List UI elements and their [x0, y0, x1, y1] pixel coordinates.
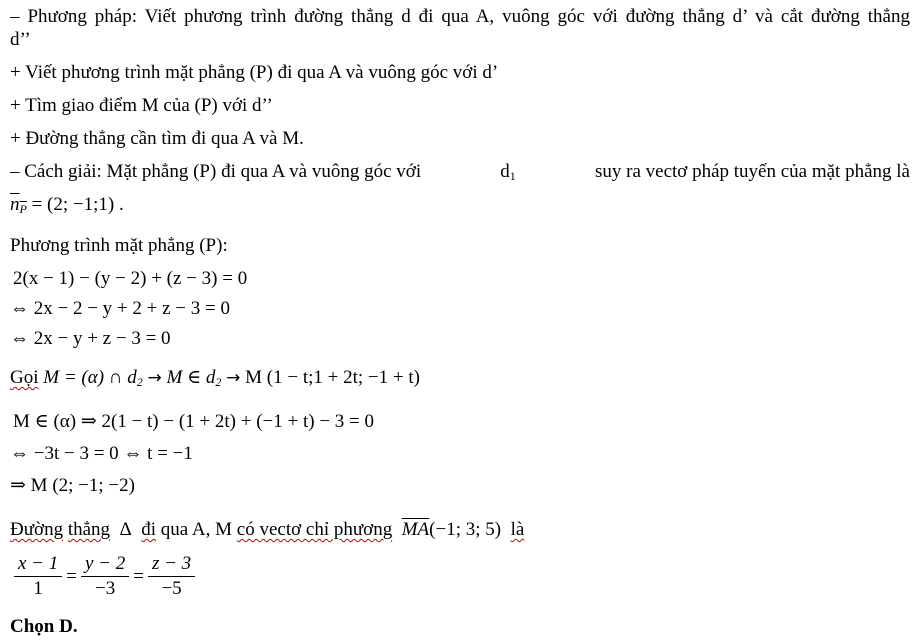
direction-vector-label: có vectơ chỉ phương: [236, 519, 393, 540]
plane-eq-3: ⇔ 2x − y + z − 3 = 0: [10, 328, 171, 349]
solution-intro-cont: suy ra vectơ pháp tuyến của mặt phẳng là: [594, 161, 910, 182]
vector-ma-value: (−1; 3; 5): [429, 519, 502, 540]
goi-word: Gọi: [10, 367, 39, 388]
normal-vector-n: $n_P$: [10, 194, 27, 216]
line-equation: [12, 552, 197, 601]
goi-expr-2: M ∈ $d_2$: [166, 367, 222, 389]
fraction-x: $\frac{x - 1}{1}$: [14, 552, 62, 601]
delta-symbol: Δ: [119, 519, 132, 540]
goi-expr-3: M (1 − t;1 + 2t; −1 + t): [245, 367, 420, 388]
method-step-1: + Viết phương trình mặt phẳng (P) đi qua A và vuông góc với d’: [10, 62, 499, 83]
normal-vector: [10, 194, 124, 220]
word-duong: Đường: [10, 519, 64, 540]
arrow-icon: →: [147, 368, 162, 388]
arrow-icon: →: [226, 368, 241, 388]
m-eq-3: ⇒ M (2; −1; −2): [10, 475, 135, 496]
plane-eq-1: 2(x − 1) − (y − 2) + (z − 3) = 0: [13, 268, 248, 289]
fraction-z: $\frac{z - 3}{-5}$: [148, 552, 195, 601]
equals-sign: =: [66, 565, 77, 587]
m-eq-2: ⇔ −3t − 3 = 0 ⇔ t = −1: [10, 443, 193, 464]
method-line-1: – Phương pháp: Viết phương trình đường thẳng d đi qua A, vuông góc với đường thẳng d’ và cắt đường thẳng: [10, 6, 910, 27]
plane-heading: Phương trình mặt phẳng (P):: [10, 235, 228, 256]
word-thang: thẳng: [67, 519, 111, 540]
equals-sign: =: [133, 565, 144, 587]
method-step-3: + Đường thẳng cần tìm đi qua A và M.: [10, 128, 304, 149]
word-qua-am: qua A, M: [160, 519, 233, 540]
fraction-y: $\frac{y - 2}{-3}$: [81, 552, 129, 601]
word-la: là: [510, 519, 525, 540]
direction-line: [10, 519, 524, 541]
word-di: đi: [141, 519, 157, 540]
normal-vector-value: = (2; −1;1) .: [31, 194, 124, 215]
goi-expr-1: M = (α) ∩ $d_2$: [43, 367, 143, 389]
d1-symbol: $d_1$: [500, 161, 516, 183]
goi-line: [10, 367, 420, 393]
method-step-2: + Tìm giao điểm M của (P) với d’’: [10, 95, 273, 116]
vector-ma: $\overline{MA}$: [401, 519, 430, 540]
solution-line-1: [10, 161, 910, 187]
solution-intro: – Cách giải: Mặt phẳng (P) đi qua A và vuông góc với: [10, 161, 422, 182]
m-eq-1: M ∈ (α) ⇒ 2(1 − t) − (1 + 2t) + (−1 + t) − 3 = 0: [13, 411, 375, 432]
plane-eq-2: ⇔ 2x − 2 − y + 2 + z − 3 = 0: [10, 298, 230, 319]
answer: Chọn D.: [10, 616, 78, 637]
method-line-2: d’’: [10, 29, 31, 50]
